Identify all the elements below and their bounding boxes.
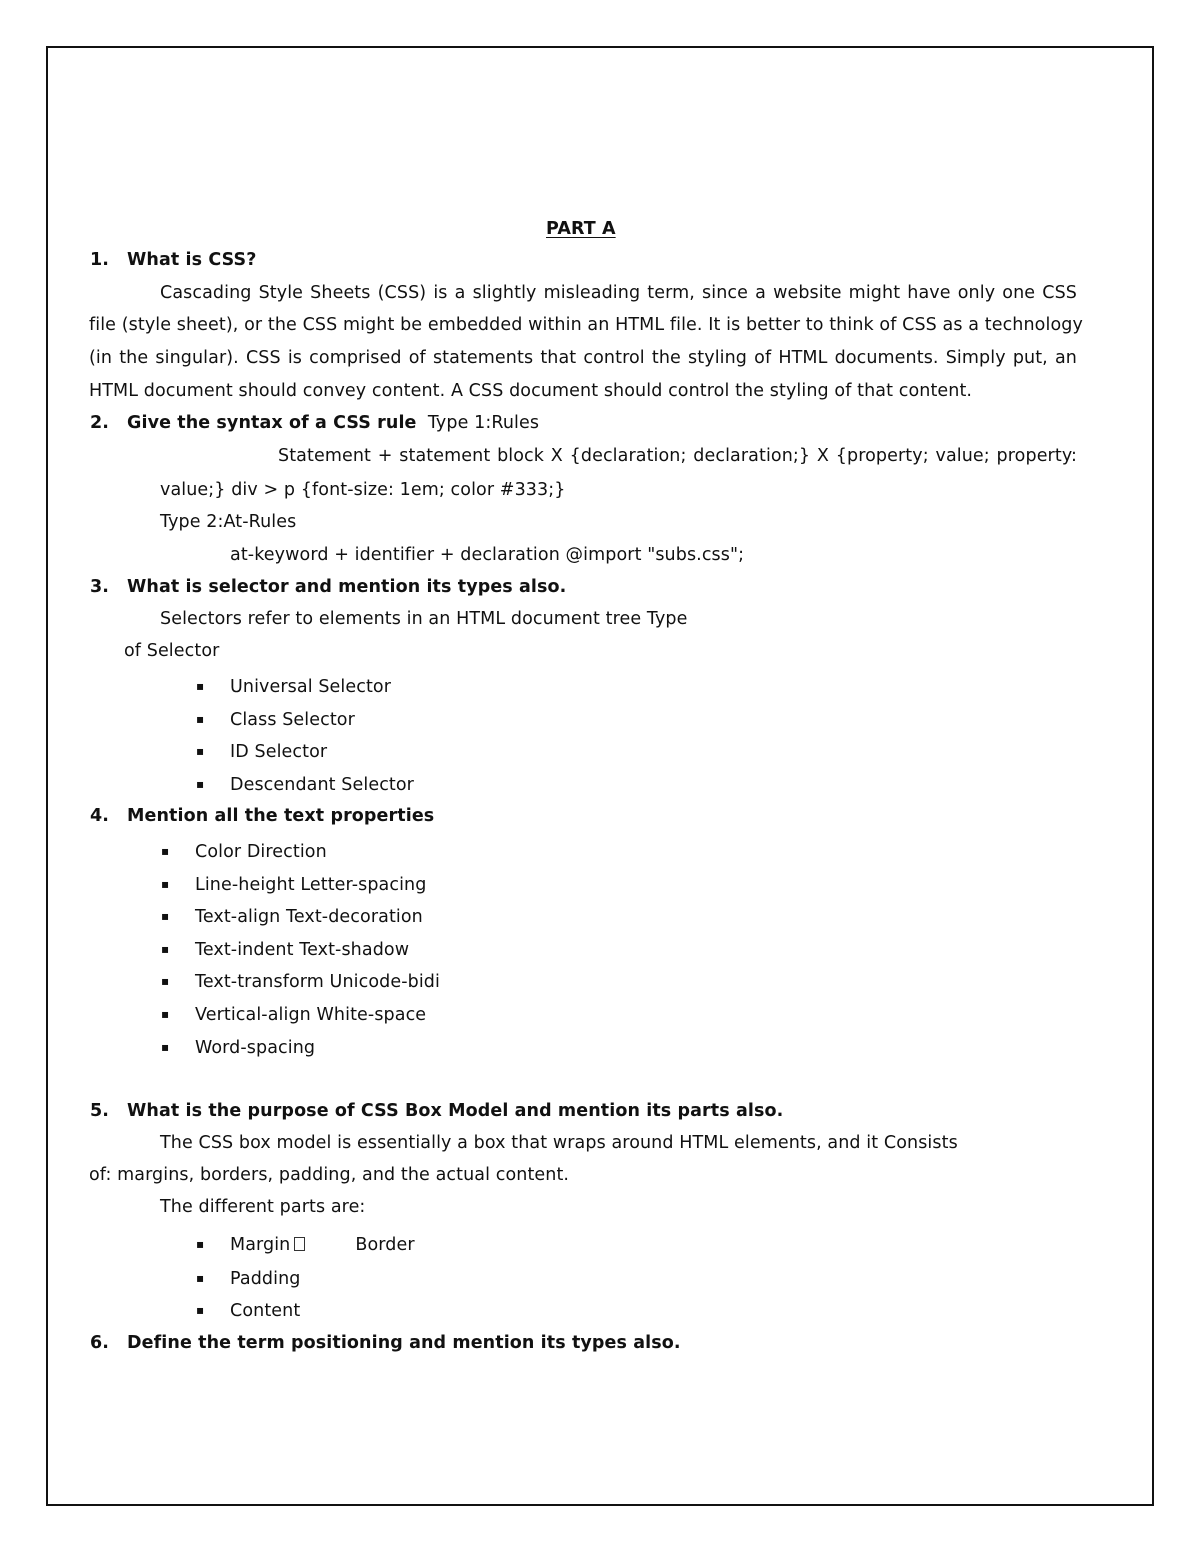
answer-5-line-3: The different parts are: [160, 1197, 366, 1217]
answer-1-line-1: Cascading Style Sheets (CSS) is a slightly misleading term, since a website might have only one CSS [160, 283, 1077, 303]
question-text: What is the purpose of CSS Box Model and mention its parts also. [127, 1101, 784, 1121]
list-item: ▪ Text-align Text-decoration [161, 907, 423, 927]
list-item: ▪ Class Selector [196, 710, 355, 730]
syntax-line-3: at-keyword + identifier + declaration @import "subs.css"; [230, 545, 745, 565]
syntax-line-2: value;} div > p {font-size: 1em; color #333;} [160, 480, 566, 500]
section-title: PART A [546, 219, 616, 239]
type-1-label: Type 1:Rules [427, 413, 540, 433]
question-number: 4. [90, 806, 110, 826]
question-text: Define the term positioning and mention its types also. [127, 1333, 681, 1353]
question-text: What is selector and mention its types also. [127, 577, 567, 597]
bullet-icon: ▪ [161, 844, 170, 858]
question-number: 6. [90, 1333, 110, 1353]
list-item: ▪ Text-indent Text-shadow [161, 940, 410, 960]
list-item: ▪ Text-transform Unicode-bidi [161, 972, 440, 992]
answer-1-line-4: HTML document should convey content. A CSS document should control the styling of that content. [89, 381, 973, 401]
bullet-icon: ▪ [196, 679, 205, 693]
bullet-icon: ▪ [161, 974, 170, 988]
list-item: ▪ Padding [196, 1269, 301, 1289]
list-item: ▪ Descendant Selector [196, 775, 414, 795]
question-4 [90, 805, 434, 827]
list-item: ▪ Color Direction [161, 842, 327, 862]
bullet-icon: ▪ [196, 712, 205, 726]
question-5 [90, 1100, 783, 1122]
question-2 [90, 412, 539, 434]
answer-3-line-2: of Selector [124, 641, 220, 661]
bullet-icon: ▪ [196, 1303, 205, 1317]
bullet-icon: ▪ [161, 1040, 170, 1054]
question-1 [90, 249, 256, 271]
bullet-icon: ▪ [196, 777, 205, 791]
bullet-icon: ▪ [196, 1271, 205, 1285]
bullet-icon: ▪ [161, 909, 170, 923]
bullet-icon: ▪ [196, 744, 205, 758]
bullet-icon: ▪ [161, 1007, 170, 1021]
list-item: ▪ Margin Border [196, 1235, 415, 1255]
bullet-icon: ▪ [196, 1237, 205, 1251]
list-item: ▪ Vertical-align White-space [161, 1005, 427, 1025]
question-number: 2. [90, 413, 110, 433]
bullet-icon: ▪ [161, 942, 170, 956]
syntax-line-1: Statement + statement block X {declaration; declaration;} X {property; value; property: [278, 446, 1077, 466]
question-3 [90, 576, 566, 598]
type-2-label: Type 2:At-Rules [160, 512, 297, 532]
list-item: ▪ Content [196, 1301, 301, 1321]
answer-1-line-2: file (style sheet), or the CSS might be embedded within an HTML file. It is better to think of CSS as a technology [89, 315, 1083, 335]
list-item: ▪ Word-spacing [161, 1038, 316, 1058]
question-text: What is CSS? [127, 250, 257, 270]
question-text: Mention all the text properties [127, 806, 435, 826]
question-text: Give the syntax of a CSS rule [127, 413, 417, 433]
question-6 [90, 1332, 681, 1354]
missing-glyph-icon [294, 1237, 305, 1251]
list-item: ▪ Line-height Letter-spacing [161, 875, 427, 895]
list-item: ▪ Universal Selector [196, 677, 392, 697]
answer-5-line-1: The CSS box model is essentially a box that wraps around HTML elements, and it Consists [160, 1133, 958, 1153]
answer-3-line-1: Selectors refer to elements in an HTML document tree Type [160, 609, 688, 629]
question-number: 1. [90, 250, 110, 270]
question-number: 3. [90, 577, 110, 597]
answer-5-line-2: of: margins, borders, padding, and the actual content. [89, 1165, 570, 1185]
answer-1-line-3: (in the singular). CSS is comprised of statements that control the styling of HTML documents. Simply put, an [89, 348, 1077, 368]
list-item: ▪ ID Selector [196, 742, 328, 762]
question-number: 5. [90, 1101, 110, 1121]
bullet-icon: ▪ [161, 877, 170, 891]
